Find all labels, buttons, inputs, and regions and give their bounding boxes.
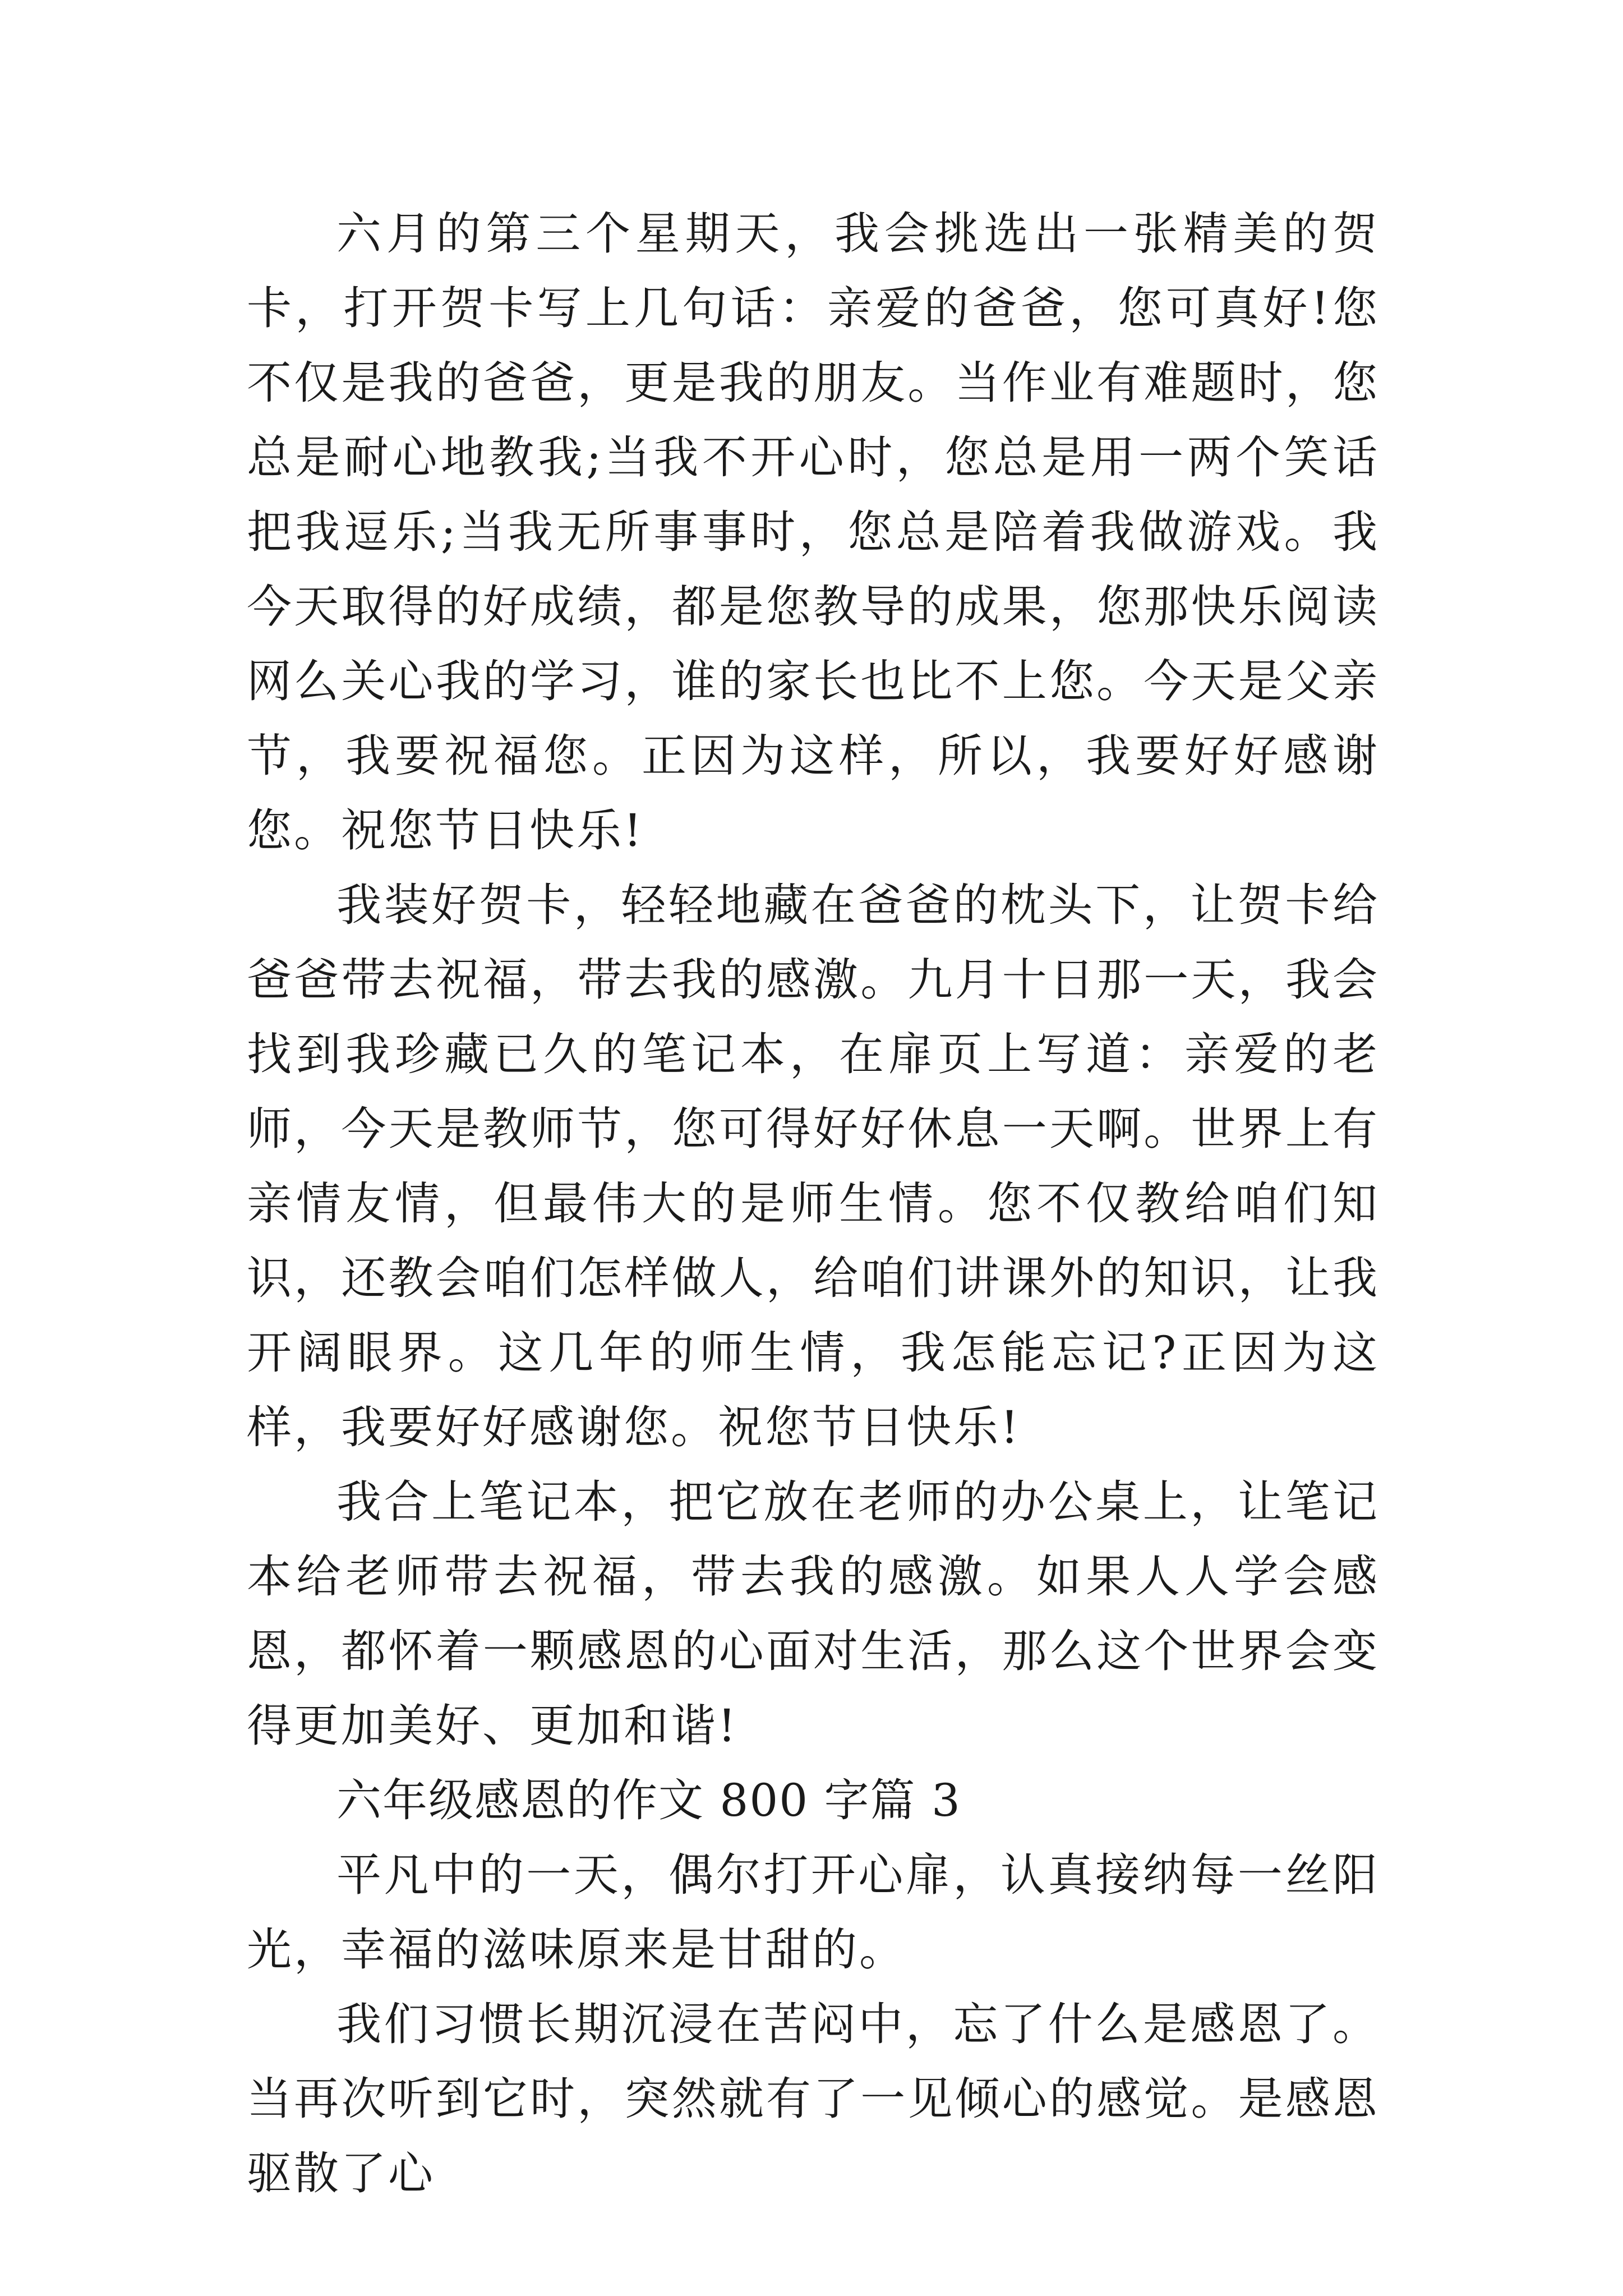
paragraph-fathers-day-card: 六月的第三个星期天，我会挑选出一张精美的贺卡，打开贺卡写上几句话：亲爱的爸爸，您可真好!您不仅是我的爸爸，更是我的朋友。当作业有难题时，您总是耐心地教我;当我不开心时，您总是用一两个笑话把我逗乐;当我无所事事时，您总是陪着我做游戏。我今天取得的好成绩，都是您教导的成果，您那快乐阅读网么关心我的学习，谁的家长也比不上您。今天是父亲节，我要祝福您。正因为这样，所以，我要好好感谢您。祝您节日快乐! xyxy=(247,208,1380,857)
paragraph-ordinary-day: 平凡中的一天，偶尔打开心扉，认真接纳每一丝阳光，幸福的滋味原来是甘甜的。 xyxy=(247,1849,1380,1976)
section-heading: 六年级感恩的作文 800 字篇 3 xyxy=(336,1774,961,1826)
paragraph-gratitude-conclusion: 我合上笔记本，把它放在老师的办公桌上，让笔记本给老师带去祝福，带去我的感激。如果人人学会感恩，都怀着一颗感恩的心面对生活，那么这个世界会变得更加美好、更加和谐! xyxy=(247,1476,1380,1752)
paragraph-forgotten-gratitude: 我们习惯长期沉浸在苦闷中，忘了什么是感恩了。当再次听到它时，突然就有了一见倾心的感觉。是感恩驱散了心 xyxy=(247,1998,1380,2200)
paragraph-teachers-day-notebook: 我装好贺卡，轻轻地藏在爸爸的枕头下，让贺卡给爸爸带去祝福，带去我的感激。九月十日那一天，我会找到我珍藏已久的笔记本，在扉页上写道：亲爱的老师，今天是教师节，您可得好好休息一天啊。世界上有亲情友情，但最伟大的是师生情。您不仅教给咱们知识，还教会咱们怎样做人，给咱们讲课外的知识，让我开阔眼界。这几年的师生情，我怎能忘记?正因为这样，我要好好感谢您。祝您节日快乐! xyxy=(247,879,1380,1453)
document-body xyxy=(247,196,1380,2211)
